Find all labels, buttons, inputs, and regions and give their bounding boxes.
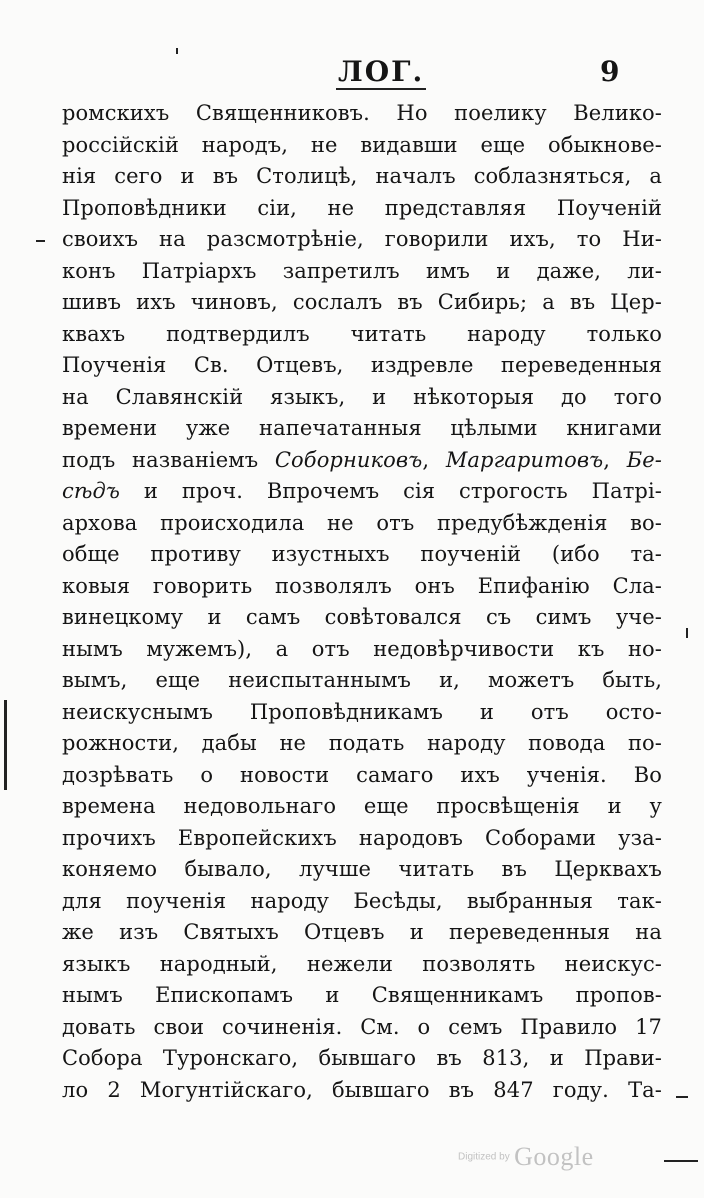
text-line-27: же изъ Святыхъ Отцевъ и переведенныя на <box>62 920 662 944</box>
text-line-12-end: , <box>603 447 627 472</box>
scan-speck <box>664 1160 698 1162</box>
running-head: ЛОГ. <box>338 55 425 88</box>
text-line-29: нымъ Епископамъ и Священникамъ пропов- <box>62 983 662 1007</box>
text-line-1: ромскихъ Священниковъ. Но поелику Велико- <box>62 101 662 125</box>
italic-title-margaritov: Маргаритовъ <box>445 447 604 472</box>
text-line-3: нія сего и въ Столицѣ, началъ соблазняться, а <box>62 164 662 188</box>
scan-speck <box>686 628 688 638</box>
text-line-16: ковыя говорить позволялъ онъ Епифанію Сла- <box>62 573 662 598</box>
text-line-15: обще противу изустныхъ поученій (ибо та- <box>62 542 662 566</box>
text-line-12-separator: , <box>422 447 446 472</box>
text-line-22: дозрѣвать о новости самаго ихъ ученія. Во <box>62 762 662 787</box>
text-line-21: рожности, дабы не подать народу повода по- <box>62 731 662 755</box>
text-line-5: своихъ на разсмотрѣніе, говорили ихъ, то Ни- <box>62 227 662 251</box>
text-line-4: Проповѣдники сіи, не представляя Поученій <box>62 195 662 220</box>
text-line-14: архова происходила не отъ предубѣжденія во- <box>62 510 662 535</box>
text-line-2: россійскій народъ, не видавши еще обыкнове- <box>62 132 662 157</box>
text-line-13 <box>62 476 662 508</box>
digitized-label: Digitized by <box>458 1151 510 1163</box>
scan-speck <box>176 48 178 54</box>
scan-speck <box>676 1096 688 1098</box>
text-line-9: Поученія Св. Отцевъ, издревле переведенныя <box>62 353 662 377</box>
text-line-20: неискуснымъ Проповѣдникамъ и отъ осто- <box>62 699 662 724</box>
text-line-11: времени уже напечатанныя цѣлыми книгами <box>62 416 662 440</box>
digitized-by-google-watermark <box>458 1142 594 1172</box>
text-line-23: времена недовольнаго еще просвѣщенія и у <box>62 794 662 818</box>
text-line-19: вымъ, еще неиспытаннымъ и, можетъ быть, <box>62 668 662 692</box>
italic-title-besed-start: Бе- <box>626 447 662 472</box>
text-line-28: языкъ народный, нежели позволять неискус- <box>62 951 662 976</box>
text-line-12-start: подъ названіемъ <box>62 447 275 472</box>
text-line-26: для поученія народу Бесѣды, выбранныя так- <box>62 888 662 913</box>
scan-speck <box>4 700 7 790</box>
text-line-6: конъ Патріархъ запретилъ имъ и даже, ли- <box>62 258 662 283</box>
text-line-7: шивъ ихъ чиновъ, сослалъ въ Сибирь; а въ Цер- <box>62 290 662 314</box>
text-line-24: прочихъ Европейскихъ народовъ Соборами уза- <box>62 825 662 850</box>
text-line-12 <box>62 445 662 477</box>
text-line-17: винецкому и самъ совѣтовался съ симъ уче- <box>62 605 662 629</box>
text-line-13-rest: и проч. Впрочемъ сія строгость Патрі- <box>120 479 662 503</box>
google-logo: Google <box>514 1142 594 1171</box>
text-line-10: на Славянскій языкъ, и нѣкоторыя до того <box>62 384 662 409</box>
text-line-8: квахъ подтвердилъ читать народу только <box>62 321 662 346</box>
page-number: 9 <box>600 55 620 88</box>
text-line-18: нымъ мужемъ), а отъ недовѣрчивости къ но- <box>62 636 662 661</box>
italic-title-besed-end: сѣдъ <box>62 479 120 503</box>
text-line-32: ло 2 Могунтійскаго, бывшаго въ 847 году. Та- <box>62 1077 662 1102</box>
scan-speck <box>36 240 45 242</box>
body-text <box>62 98 662 1106</box>
text-line-25: коняемо бывало, лучше читать въ Церквахъ <box>62 857 662 881</box>
text-line-30: довать свои сочиненія. См. о семъ Правило 17 <box>62 1014 662 1039</box>
text-line-31: Собора Туронскаго, бывшаго въ 813, и Прави- <box>62 1046 662 1070</box>
italic-title-sobornikov: Соборниковъ <box>274 447 423 472</box>
